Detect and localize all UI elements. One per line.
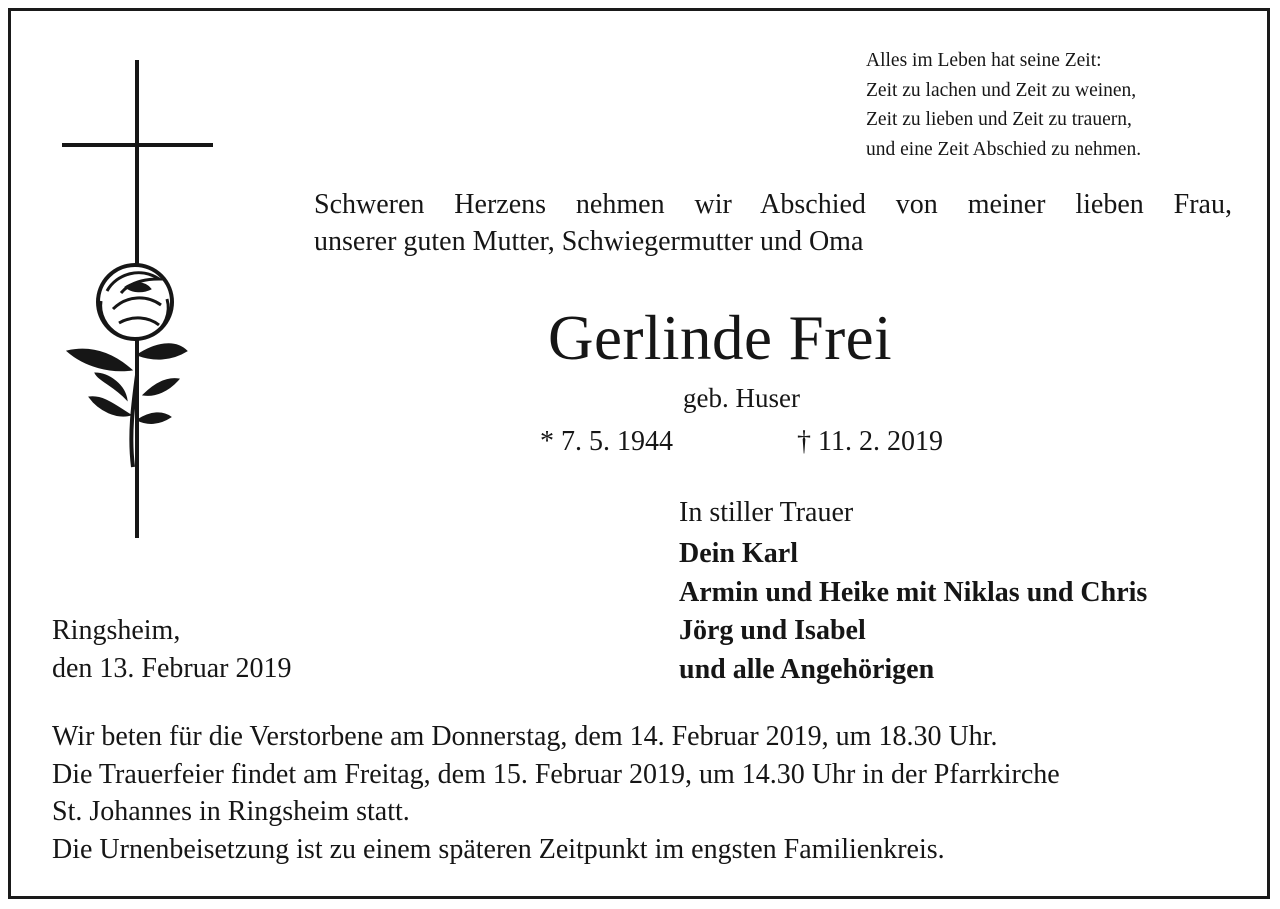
birth-date: * 7. 5. 1944 [540, 426, 673, 457]
poem-line: Zeit zu lachen und Zeit zu weinen, [866, 79, 1137, 101]
poem-line: und eine Zeit Abschied zu nehmen. [866, 138, 1142, 160]
mourner-entry: und alle Angehörigen [679, 653, 935, 685]
intro-line: Schweren Herzens nehmen wir Abschied von meiner lieben Frau, [314, 189, 1232, 220]
poem-line: Zeit zu lieben und Zeit zu trauern, [866, 109, 1132, 130]
intro-line: unserer guten Mutter, Schwiegermutter und Oma [314, 226, 864, 257]
service-line: Die Trauerfeier findet am Freitag, dem 15. Februar 2019, um 14.30 Uhr in der Pfarrkirche [52, 758, 1060, 790]
farewell-intro [314, 186, 1232, 260]
poem-line: Alles im Leben hat seine Zeit: [866, 50, 1102, 71]
mourner-entry: Armin und Heike mit Niklas und Chris [679, 576, 1148, 608]
death-date: † 11. 2. 2019 [797, 426, 943, 457]
service-line: Wir beten für die Verstorbene am Donnerstag, dem 14. Februar 2019, um 18.30 Uhr. [52, 721, 998, 752]
deceased-name: Gerlinde Frei [548, 303, 893, 373]
mourners-list [679, 535, 1147, 689]
poem-verse [866, 46, 1141, 164]
mourning-heading: In stiller Trauer [679, 497, 854, 528]
place-and-date [52, 612, 292, 688]
mourner-entry: Dein Karl [679, 538, 798, 569]
rose-icon [67, 265, 187, 467]
cross-and-rose-emblem [55, 55, 225, 545]
service-details [52, 718, 1232, 868]
maiden-name: geb. Huser [683, 383, 800, 413]
service-line: St. Johannes in Ringsheim statt. [52, 796, 410, 827]
mourner-entry: Jörg und Isabel [679, 615, 866, 646]
place-line: Ringsheim, [52, 615, 181, 646]
date-line: den 13. Februar 2019 [52, 653, 292, 684]
service-line: Die Urnenbeisetzung ist zu einem späteren Zeitpunkt im engsten Familienkreis. [52, 833, 945, 865]
